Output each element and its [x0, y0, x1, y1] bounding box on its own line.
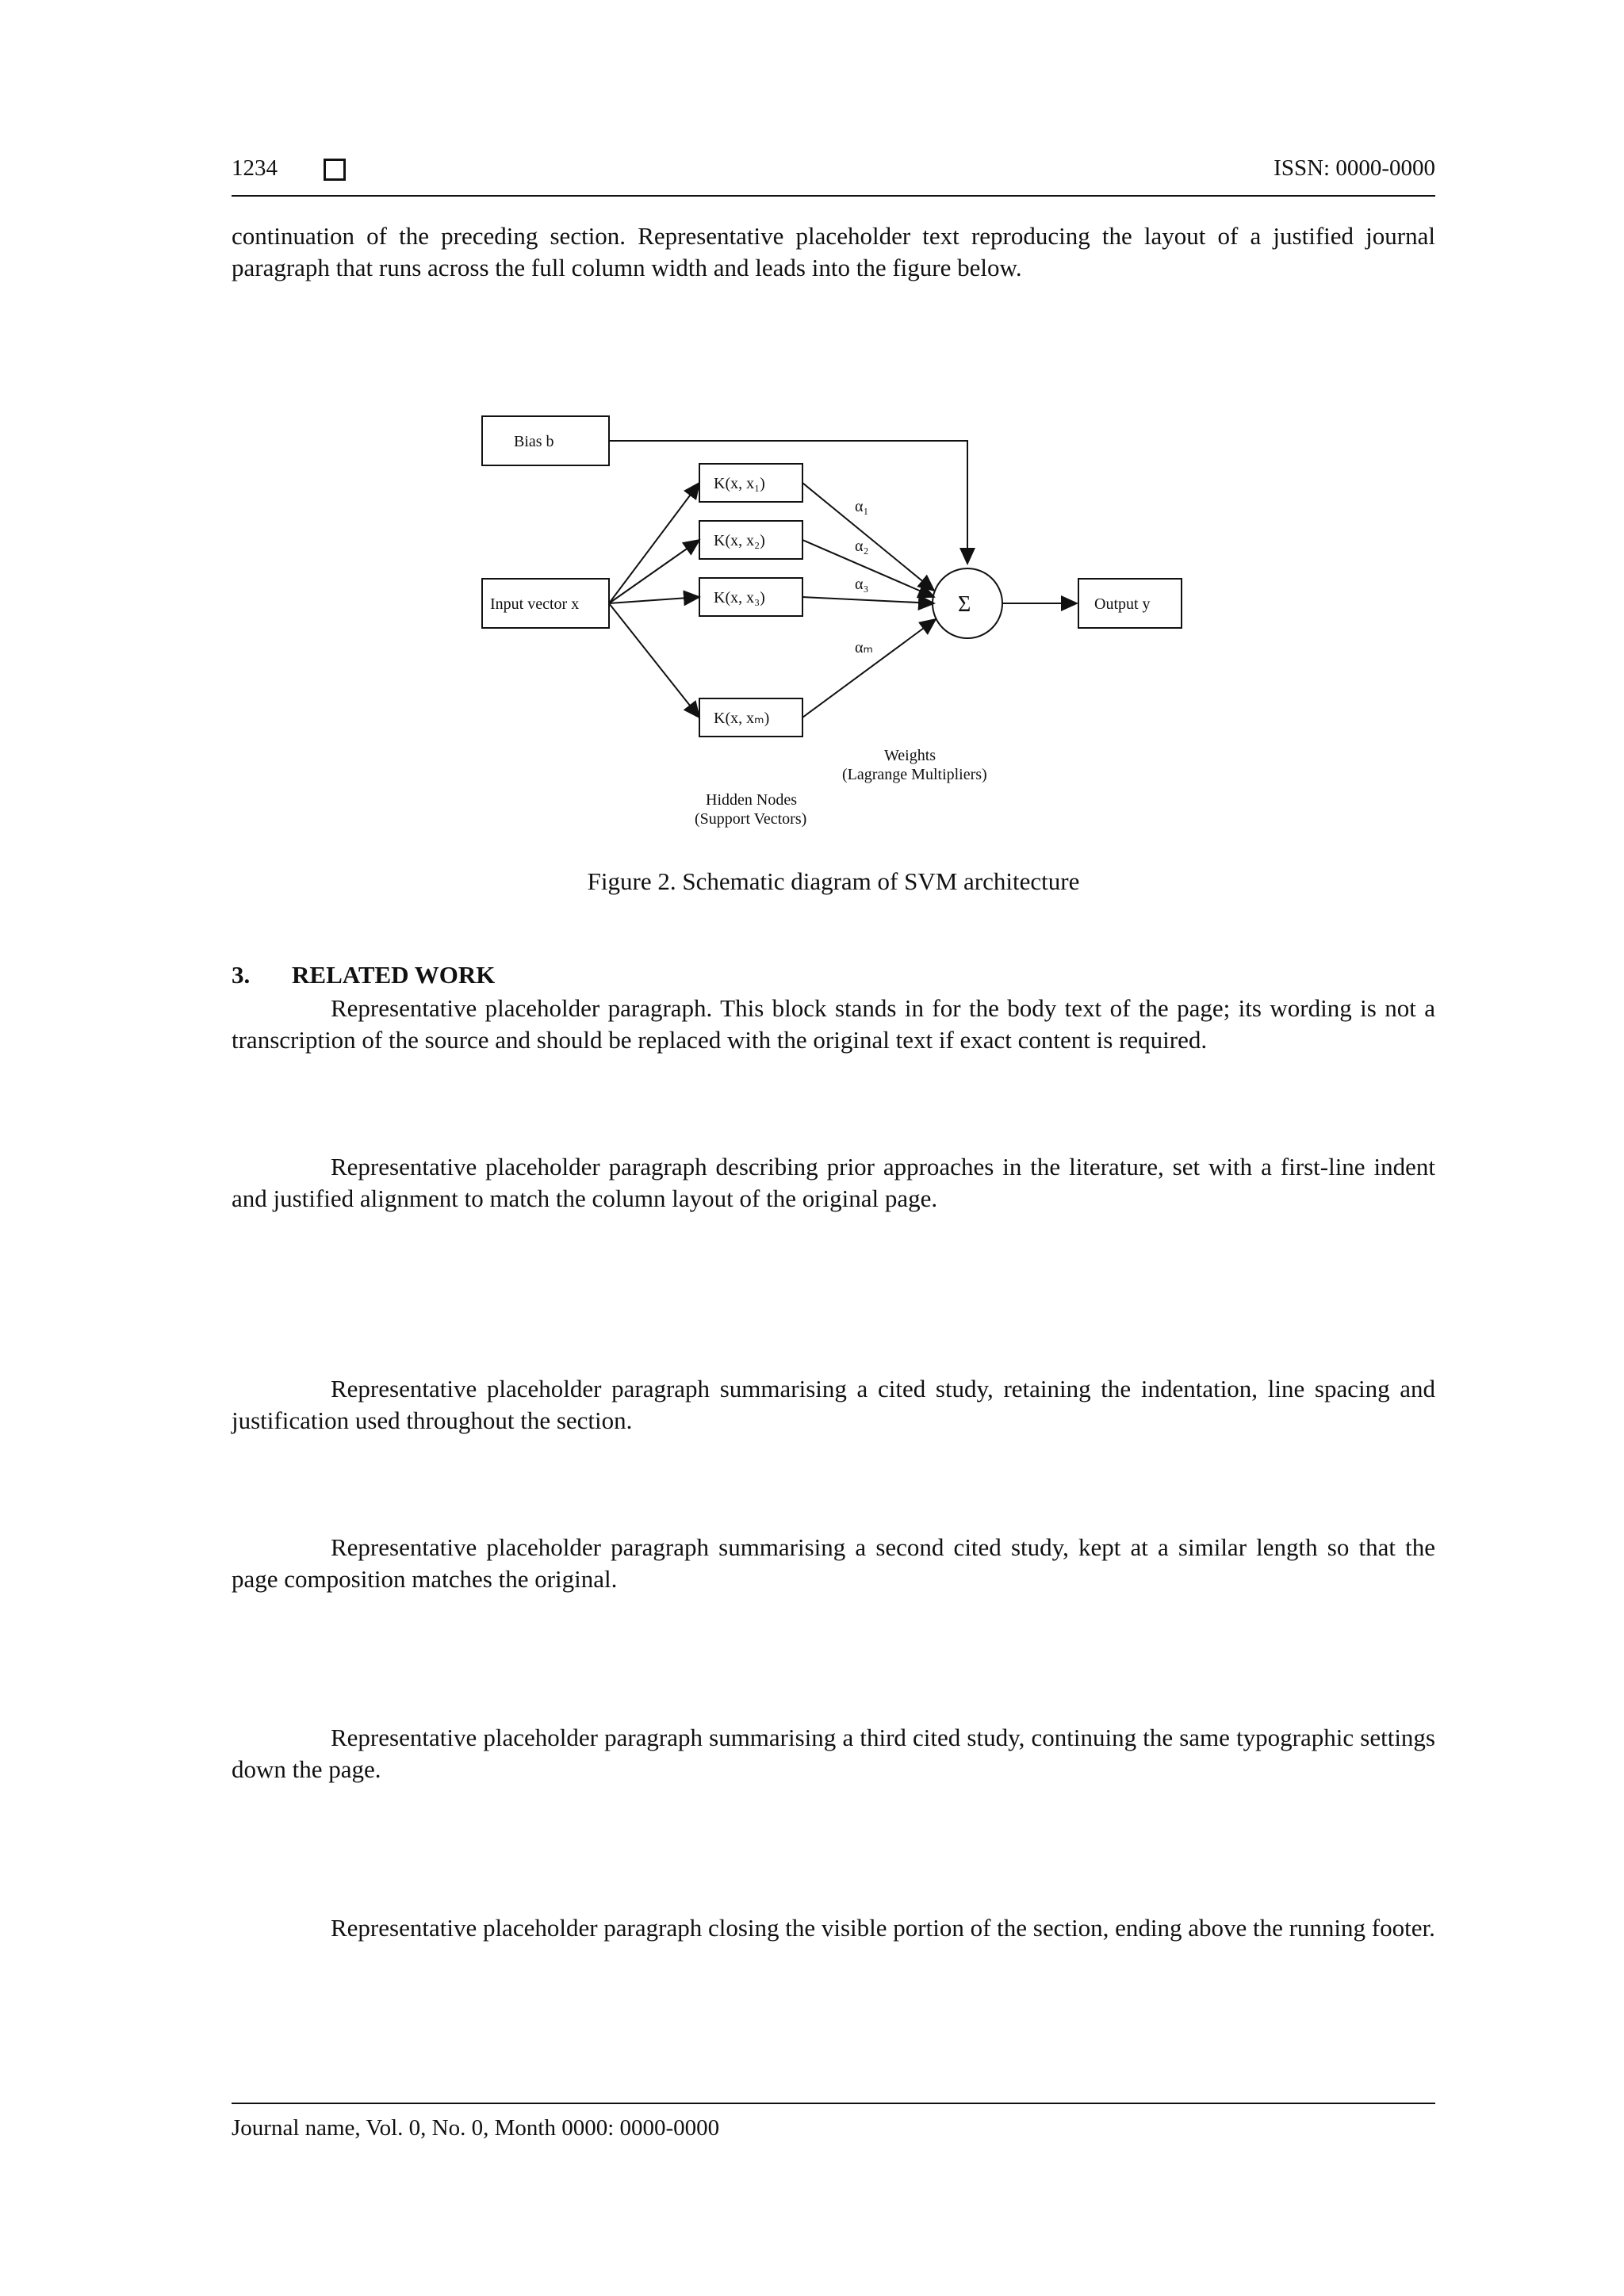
- section-heading: [232, 961, 495, 989]
- page-number: 1234: [232, 155, 278, 181]
- bias-label: Bias b: [514, 433, 554, 450]
- body-paragraph-4: Representative placeholder paragraph summarising a second cited study, kept at a similar length so that the page composition matches the original.: [232, 1533, 1435, 1593]
- body-paragraph-5: Representative placeholder paragraph summarising a third cited study, continuing the same typographic settings down the page.: [232, 1724, 1435, 1783]
- running-footer: Journal name, Vol. 0, No. 0, Month 0000: 0000-0000: [232, 2103, 1435, 2141]
- weight-label-3: α₃: [855, 576, 869, 593]
- hidden-nodes-label: Hidden Nodes: [706, 791, 797, 809]
- body-paragraph-1: Representative placeholder paragraph. This block stands in for the body text of the page; its wording is not a transcription of the source and should be replaced with the original text if exact content is required.: [232, 994, 1435, 1054]
- weight-label-m: αₘ: [855, 639, 873, 656]
- issn: ISSN: 0000-0000: [1274, 155, 1435, 181]
- kernel-label-1: K(x, x₁): [714, 475, 765, 492]
- square-bullet-icon: [324, 159, 346, 181]
- body-paragraph-6: Representative placeholder paragraph closing the visible portion of the section, ending above the running footer.: [331, 1914, 1435, 1942]
- hidden-nodes-sublabel: (Support Vectors): [695, 810, 807, 828]
- sum-label: Σ: [958, 592, 971, 617]
- weight-label-1: α₁: [855, 498, 869, 515]
- svm-diagram: [476, 400, 1189, 844]
- figure-caption: Figure 2. Schematic diagram of SVM architecture: [587, 867, 1080, 895]
- body-paragraph-3: Representative placeholder paragraph summarising a cited study, retaining the indentation, line spacing and justification used throughout the section.: [232, 1375, 1435, 1434]
- body-paragraph-2: Representative placeholder paragraph describing prior approaches in the literature, set with a first-line indent and justified alignment to match the column layout of the original page.: [232, 1153, 1435, 1212]
- section-title: RELATED WORK: [292, 961, 496, 989]
- intro-paragraph: continuation of the preceding section. Representative placeholder text reproducing the layout of a justified journal paragraph that runs across the full column width and leads into the figure below.: [232, 222, 1435, 281]
- section-number: 3.: [232, 961, 251, 989]
- kernel-label-m: K(x, xₘ): [714, 710, 770, 727]
- running-header: [232, 155, 1435, 197]
- kernel-label-2: K(x, x₂): [714, 532, 765, 549]
- weights-sublabel: (Lagrange Multipliers): [842, 766, 987, 783]
- svm-architecture-figure: [476, 400, 1189, 844]
- weights-label: Weights: [884, 747, 936, 764]
- weight-label-2: α₂: [855, 538, 869, 555]
- kernel-label-3: K(x, x₃): [714, 589, 765, 607]
- input-label: Input vector x: [490, 595, 580, 613]
- output-label: Output y: [1094, 595, 1151, 613]
